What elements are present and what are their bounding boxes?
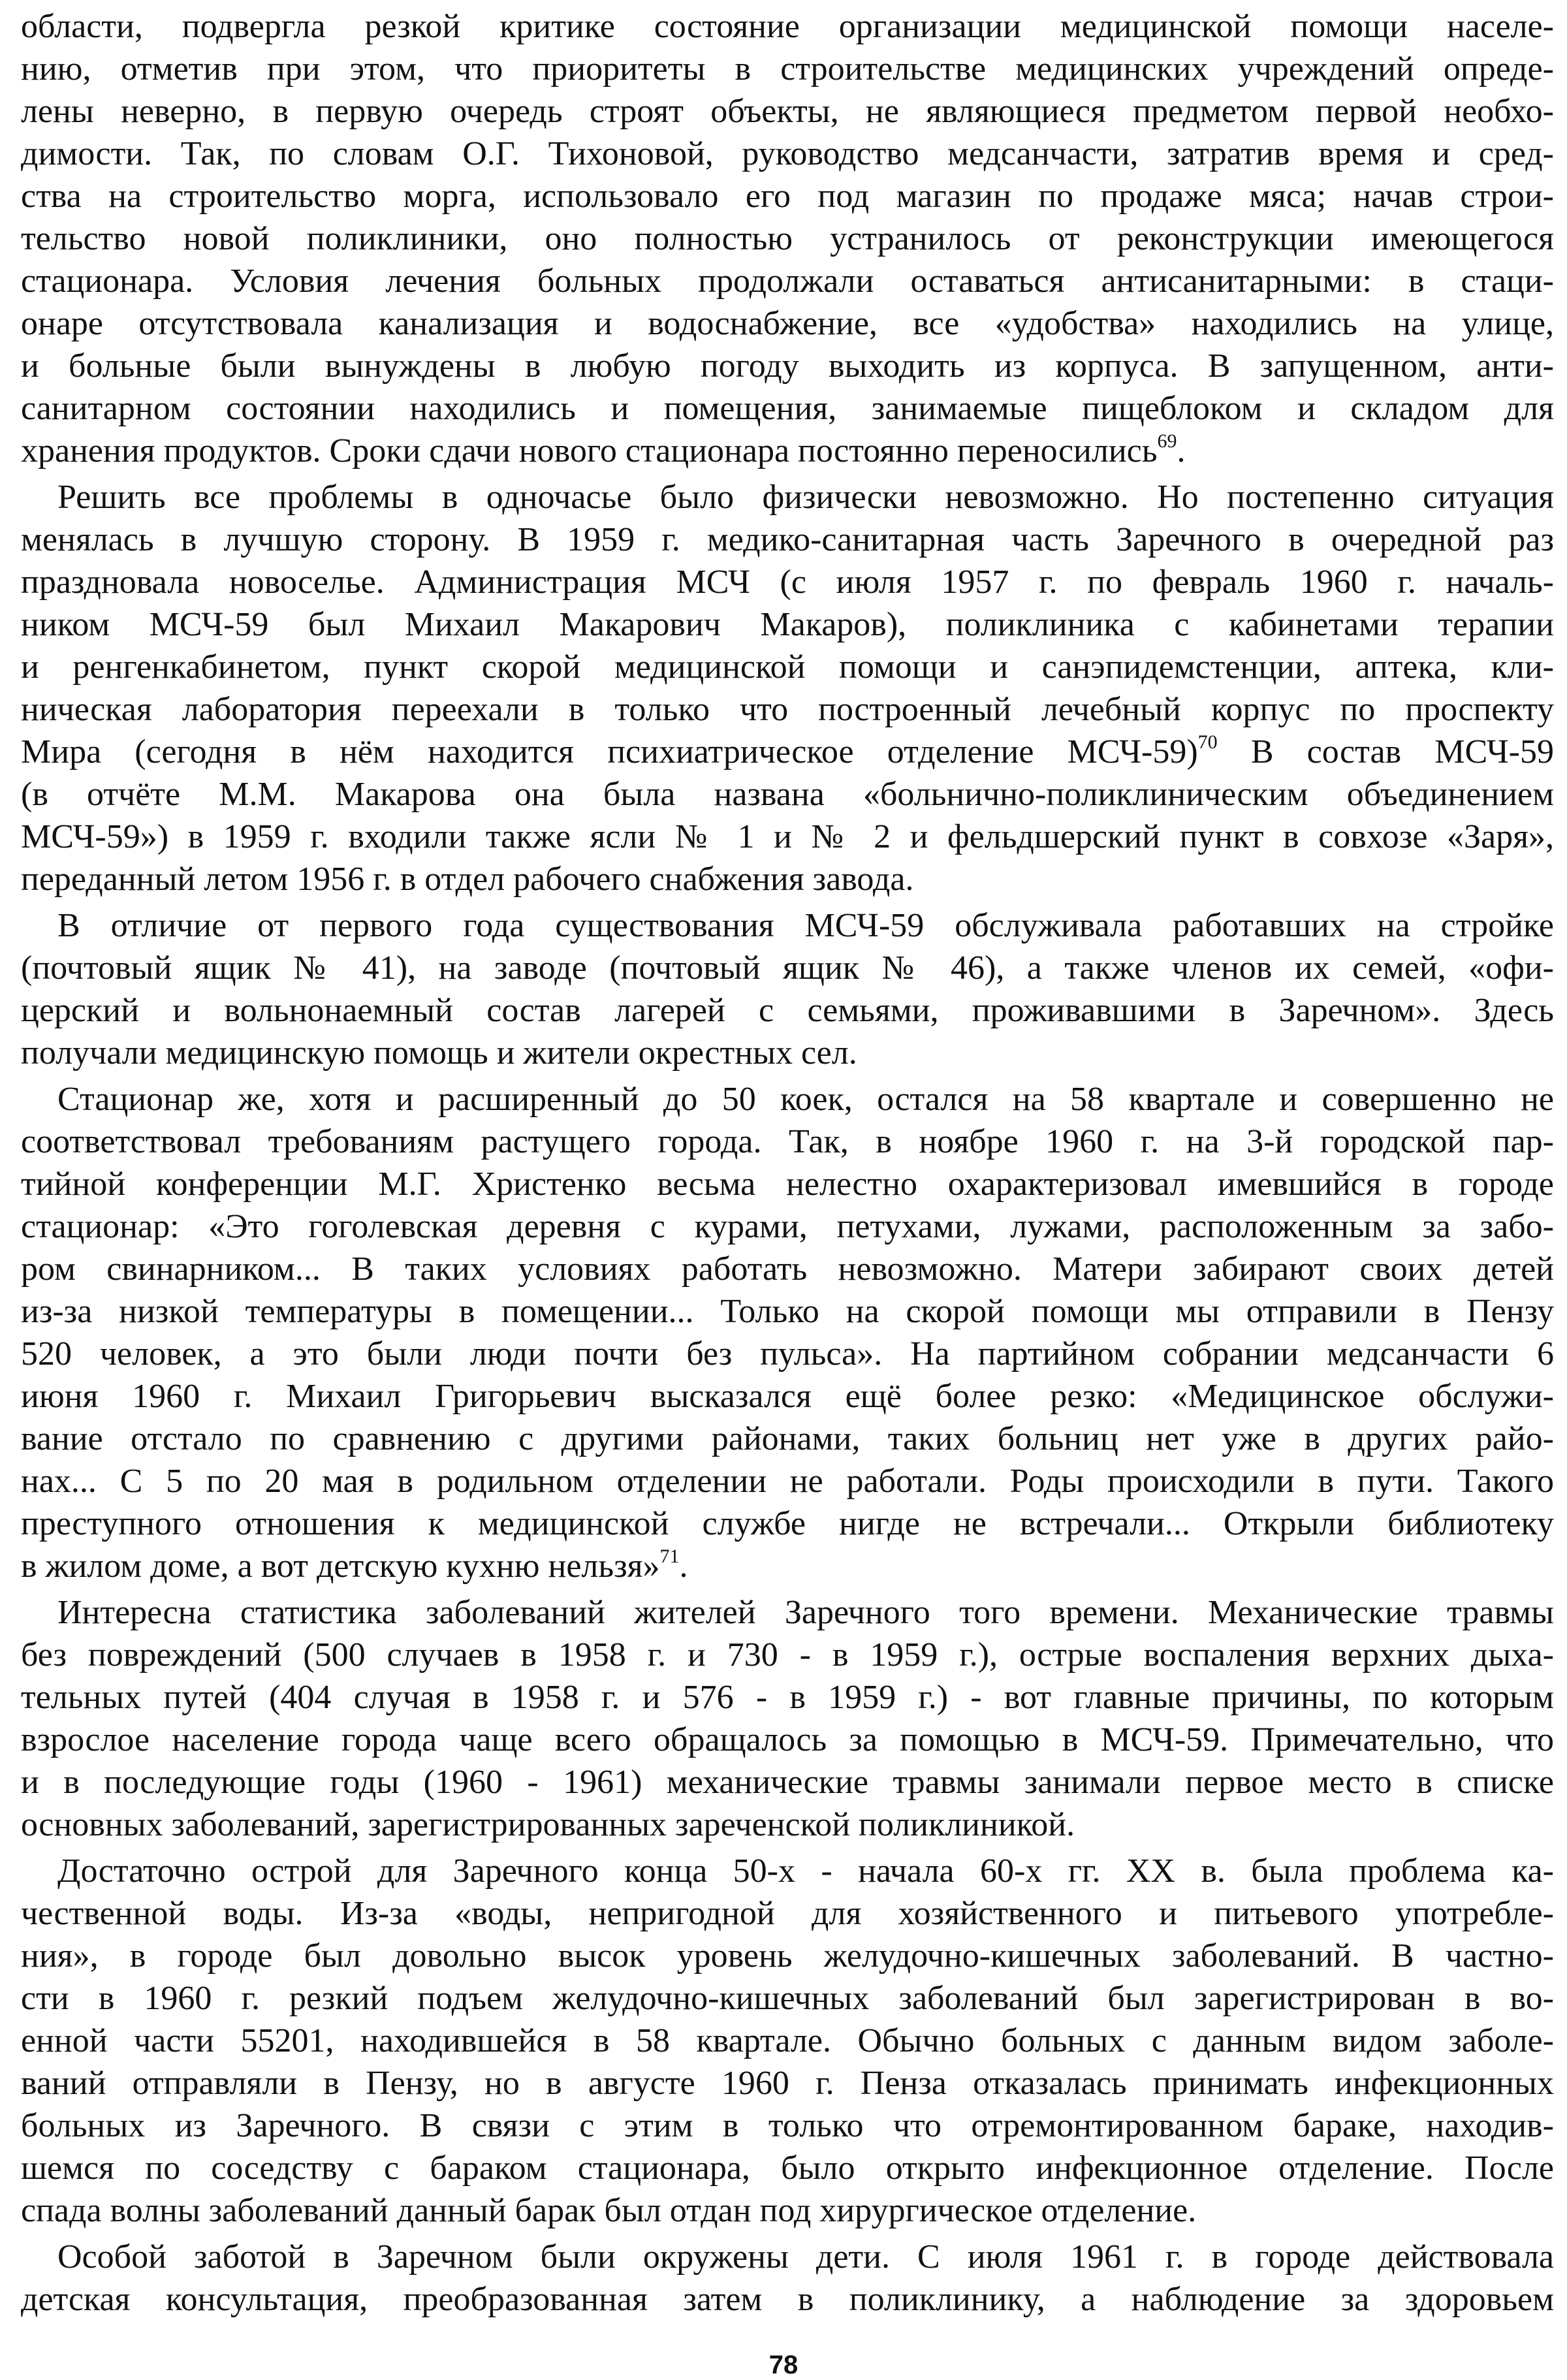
text-line xyxy=(21,1545,1554,1587)
text-line xyxy=(21,1460,1554,1502)
text-line xyxy=(21,217,1554,260)
text-line xyxy=(21,260,1554,302)
line-text: и ренгенкабинетом, пункт скорой медицинской помощи и санэпидемстенции, аптека, кли- xyxy=(21,648,1554,686)
text-line xyxy=(21,731,1554,773)
footnote-reference[interactable]: 70 xyxy=(1197,731,1218,753)
paragraph xyxy=(21,1591,1554,1846)
line-text: хранения продуктов. Сроки сдачи нового стационара постоянно переносились xyxy=(21,432,1158,469)
line-text: стационар: «Это гоголевская деревня с курами, петухами, лужами, расположенным за забо- xyxy=(21,1208,1554,1245)
text-line xyxy=(21,1761,1554,1803)
text-line xyxy=(21,603,1554,646)
line-text: без повреждений (500 случаев в 1958 г. и 730 - в 1959 г.), острые воспаления верхних дыха- xyxy=(21,1636,1554,1674)
line-text: спада волны заболеваний данный барак был отдан под хирургическое отделение. xyxy=(21,2192,1197,2229)
line-text: Особой заботой в Заречном были окружены дети. С июля 1961 г. в городе действовала xyxy=(57,2238,1554,2276)
line-text: тийной конференции М.Г. Христенко весьма нелестно охарактеризовал имевшийся в городе xyxy=(21,1166,1554,1203)
line-text: онаре отсутствовала канализация и водоснабжение, все «удобства» находились на улице, xyxy=(21,305,1554,342)
text-line xyxy=(21,989,1554,1032)
line-text: Решить все проблемы в одночасье было физически невозможно. Но постепенно ситуация xyxy=(57,479,1554,516)
line-text: лены неверно, в первую очередь строят объекты, не являющиеся предметом первой необхо- xyxy=(21,93,1554,130)
line-text: ства на строительство морга, использовало его под магазин по продаже мяса; начав строи- xyxy=(21,178,1554,215)
line-text: Стационар же, хотя и расширенный до 50 коек, остался на 58 квартале и совершенно не xyxy=(57,1081,1554,1118)
line-text: нах... С 5 по 20 мая в родильном отделении не работали. Роды происходили в пути. Такого xyxy=(21,1463,1554,1500)
line-text-tail: В состав МСЧ-59 xyxy=(1217,733,1555,770)
text-line xyxy=(21,1634,1554,1676)
text-line xyxy=(21,816,1554,858)
text-line xyxy=(21,48,1554,90)
line-text: преступного отношения к медицинской службе нигде не встречали... Открыли библиотеку xyxy=(21,1505,1554,1542)
line-text: переданный летом 1956 г. в отдел рабочего снабжения завода. xyxy=(21,861,914,898)
text-line xyxy=(21,1333,1554,1375)
paragraph xyxy=(21,904,1554,1074)
line-text: получали медицинскую помощь и жители окрестных сел. xyxy=(21,1034,857,1071)
line-text: в жилом доме, а вот детскую кухню нельзя» xyxy=(21,1547,660,1585)
line-text: тельных путей (404 случая в 1958 г. и 576 - в 1959 г.) - вот главные причины, по которым xyxy=(21,1679,1554,1716)
text-line xyxy=(21,858,1554,900)
line-text: ром свинарником... В таких условиях работать невозможно. Матери забирают своих детей xyxy=(21,1250,1554,1288)
text-line xyxy=(21,476,1554,518)
line-text: области, подвергла резкой критике состояние организации медицинской помощи населе- xyxy=(21,8,1554,45)
line-text: тельство новой поликлиники, оно полностью устранилось от реконструкции имеющегося xyxy=(21,220,1554,257)
line-text: 520 человек, а это были люди почти без пульса». На партийном собрании медсанчасти 6 xyxy=(21,1335,1554,1372)
paragraph xyxy=(21,2236,1554,2321)
line-text: шемся по соседству с бараком стационара, было открыто инфекционное отделение. После xyxy=(21,2150,1554,2187)
line-text: нию, отметив при этом, что приоритеты в строительстве медицинских учреждений опреде- xyxy=(21,50,1554,87)
line-text: В отличие от первого года существования МСЧ-59 обслуживала работавших на стройке xyxy=(57,907,1554,944)
line-text: (в отчёте М.М. Макарова она была названа «больнично-поликлиническим объединением xyxy=(21,776,1554,813)
page-body-text xyxy=(21,5,1554,2321)
line-text: праздновала новоселье. Администрация МСЧ (с июля 1957 г. по февраль 1960 г. началь- xyxy=(21,563,1554,601)
text-line xyxy=(21,175,1554,217)
line-text: Мира (сегодня в нём находится психиатрическое отделение МСЧ-59) xyxy=(21,733,1198,770)
text-line xyxy=(21,2062,1554,2104)
page-number: 78 xyxy=(768,2351,799,2379)
line-text: больных из Заречного. В связи с этим в только что отремонтированном бараке, находив- xyxy=(21,2107,1554,2144)
line-text: санитарном состоянии находились и помещения, занимаемые пищеблоком и складом для xyxy=(21,390,1554,427)
text-line xyxy=(21,2020,1554,2062)
text-line xyxy=(21,904,1554,947)
line-text: ником МСЧ-59 был Михаил Макарович Макаров), поликлиника с кабинетами терапии xyxy=(21,606,1554,643)
text-line xyxy=(21,1850,1554,1892)
line-text-tail: . xyxy=(679,1547,688,1585)
paragraph xyxy=(21,476,1554,900)
text-line xyxy=(21,688,1554,731)
text-line xyxy=(21,1032,1554,1074)
text-line xyxy=(21,773,1554,816)
text-line xyxy=(21,2104,1554,2147)
text-line xyxy=(21,1719,1554,1761)
paragraph xyxy=(21,1850,1554,2232)
text-line xyxy=(21,5,1554,48)
footnote-reference[interactable]: 69 xyxy=(1157,430,1177,452)
line-text: и в последующие годы (1960 - 1961) механические травмы занимали первое место в списке xyxy=(21,1764,1554,1801)
line-text: менялась в лучшую сторону. В 1959 г. медико-санитарная часть Заречного в очередной раз xyxy=(21,521,1554,558)
text-line xyxy=(21,1418,1554,1460)
text-line xyxy=(21,561,1554,603)
text-line xyxy=(21,133,1554,175)
line-text: ническая лаборатория переехали в только что построенный лечебный корпус по проспекту xyxy=(21,691,1554,728)
paragraph xyxy=(21,5,1554,472)
text-line xyxy=(21,302,1554,345)
text-line xyxy=(21,1892,1554,1935)
line-text: Интересна статистика заболеваний жителей Заречного того времени. Механические травмы xyxy=(57,1594,1554,1631)
text-line xyxy=(21,1120,1554,1163)
text-line xyxy=(21,1248,1554,1290)
text-line xyxy=(21,1935,1554,1977)
text-line xyxy=(21,430,1554,472)
text-line xyxy=(21,1375,1554,1418)
text-line xyxy=(21,1977,1554,2020)
line-text: ния», в городе был довольно высок уровень желудочно-кишечных заболеваний. В частно- xyxy=(21,1937,1554,1975)
line-text: соответствовал требованиям растущего города. Так, в ноябре 1960 г. на 3-й городской пар- xyxy=(21,1123,1554,1160)
line-text: основных заболеваний, зарегистрированных зареченской поликлиникой. xyxy=(21,1806,1075,1843)
text-line xyxy=(21,1502,1554,1545)
text-line xyxy=(21,2278,1554,2321)
text-line xyxy=(21,518,1554,561)
text-line xyxy=(21,1676,1554,1719)
line-text: димости. Так, по словам О.Г. Тихоновой, руководство медсанчасти, затратив время и сред- xyxy=(21,135,1554,172)
text-line xyxy=(21,345,1554,387)
text-line xyxy=(21,2189,1554,2232)
text-line xyxy=(21,1205,1554,1248)
line-text: и больные были вынуждены в любую погоду выходить из корпуса. В запущенном, анти- xyxy=(21,347,1554,385)
line-text: ваний отправляли в Пензу, но в августе 1960 г. Пенза отказалась принимать инфекционных xyxy=(21,2065,1554,2102)
text-line xyxy=(21,1803,1554,1846)
text-line xyxy=(21,1591,1554,1634)
line-text: церский и вольнонаемный состав лагерей с семьями, проживавшими в Заречном». Здесь xyxy=(21,992,1554,1029)
line-text: детская консультация, преобразованная затем в поликлинику, а наблюдение за здоровьем xyxy=(21,2281,1554,2318)
text-line xyxy=(21,2147,1554,2189)
text-line xyxy=(21,1290,1554,1333)
footnote-reference[interactable]: 71 xyxy=(659,1546,680,1567)
line-text-tail: . xyxy=(1177,432,1186,469)
line-text: стационара. Условия лечения больных продолжали оставаться антисанитарными: в стаци- xyxy=(21,262,1554,300)
text-line xyxy=(21,1078,1554,1120)
text-line xyxy=(21,387,1554,430)
line-text: сти в 1960 г. резкий подъем желудочно-кишечных заболеваний был зарегистрирован в во- xyxy=(21,1980,1554,2017)
line-text: июня 1960 г. Михаил Григорьевич высказался ещё более резко: «Медицинское обслужи- xyxy=(21,1378,1554,1415)
line-text: Достаточно острой для Заречного конца 50-х - начала 60-х гг. XX в. была проблема ка- xyxy=(57,1852,1554,1890)
line-text: (почтовый ящик № 41), на заводе (почтовый ящик № 46), а также членов их семей, «офи- xyxy=(21,949,1554,987)
line-text: енной части 55201, находившейся в 58 квартале. Обычно больных с данным видом заболе- xyxy=(21,2022,1554,2059)
text-line xyxy=(21,947,1554,989)
text-line xyxy=(21,90,1554,133)
line-text: взрослое население города чаще всего обращалось за помощью в МСЧ-59. Примечательно, что xyxy=(21,1721,1554,1758)
text-line xyxy=(21,2236,1554,2278)
text-line xyxy=(21,1163,1554,1205)
line-text: из-за низкой температуры в помещении... Только на скорой помощи мы отправили в Пензу xyxy=(21,1293,1554,1330)
paragraph xyxy=(21,1078,1554,1587)
line-text: МСЧ-59») в 1959 г. входили также ясли № 1 и № 2 и фельдшерский пункт в совхозе «Заря», xyxy=(21,818,1554,855)
line-text: вание отстало по сравнению с другими районами, таких больниц нет уже в других райо- xyxy=(21,1420,1554,1457)
text-line xyxy=(21,646,1554,688)
line-text: чественной воды. Из-за «воды, непригодной для хозяйственного и питьевого употребле- xyxy=(21,1895,1554,1932)
